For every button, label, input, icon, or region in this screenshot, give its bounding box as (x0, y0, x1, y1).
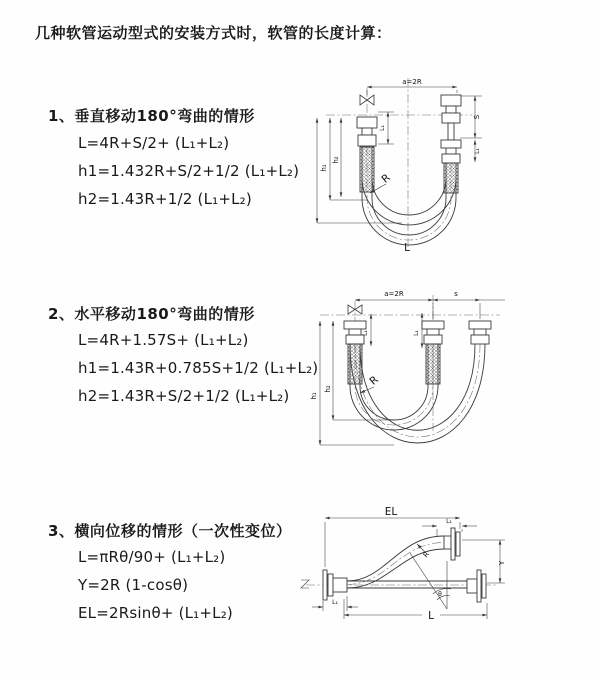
hose (347, 536, 444, 588)
page-title: 几种软管运动型式的安装方式时，软管的长度计算： (35, 24, 392, 42)
section-3-formula-L: L=πRθ/90+ (L₁+L₂) (78, 548, 226, 566)
section-1-heading: 1、垂直移动180°弯曲的情形 (48, 107, 255, 125)
dim-label-l1-bottom: L₁ (332, 599, 338, 606)
left-flange (323, 570, 347, 600)
centerline-symbol (301, 580, 309, 588)
dim-label-l1-left: L₁ (362, 330, 369, 336)
angle-label: θ (438, 591, 442, 598)
dim-label-l1-left: L₁ (379, 125, 386, 131)
section-2-formula-h2: h2=1.43R+S/2+1/2 (L₁+L₂) (78, 387, 290, 405)
length-label: L (428, 610, 434, 622)
section-3-heading: 3、横向位移的情形（一次性变位） (48, 522, 292, 540)
dim-label-l1-top: L₁ (446, 518, 452, 525)
braided-section (426, 344, 440, 384)
upper-right-flange (444, 528, 460, 560)
diagram-horizontal-180-bend (310, 281, 592, 453)
pipe-original-position (347, 581, 467, 588)
section-2-formula-h1: h1=1.43R+0.785S+1/2 (L₁+L₂) (78, 359, 319, 377)
hose-moved-position (362, 178, 456, 225)
dim-label-a2r: a=2R (402, 78, 422, 86)
section-1-formula-L: L=4R+S/2+ (L₁+L₂) (78, 134, 230, 152)
dim-label-el: EL (384, 506, 398, 518)
dim-label-l1-right: L₁ (474, 148, 481, 154)
section-1-formula-h2: h2=1.43R+1/2 (L₁+L₂) (78, 190, 252, 208)
left-fitting (357, 117, 377, 192)
radius-label: R (379, 171, 393, 186)
dimension-lines (312, 518, 505, 619)
dim-label-h1: h₁ (310, 392, 318, 400)
hose (350, 344, 438, 430)
diagram-lateral-displacement (298, 503, 595, 655)
dim-label-l1-middle: L₁ (413, 330, 420, 336)
right-fitting (469, 321, 491, 344)
braided-section (348, 344, 362, 384)
diagram-vertical-180-bend (310, 60, 592, 258)
dim-label-h2: h₂ (332, 156, 340, 164)
radius-label: R (367, 373, 381, 388)
braided-section (360, 147, 374, 192)
length-label: L (404, 242, 410, 254)
section-3-formula-Y: Y=2R (1-cosθ) (78, 576, 189, 594)
section-2-formula-L: L=4R+1.57S+ (L₁+L₂) (78, 331, 249, 349)
section-3-formula-EL: EL=2Rsinθ+ (L₁+L₂) (78, 604, 233, 622)
dim-label-a2r: a=2R (384, 290, 404, 298)
right-fitting (441, 95, 461, 193)
dim-label-h1: h₁ (320, 164, 328, 172)
section-2-heading: 2、水平移动180°弯曲的情形 (48, 305, 255, 323)
radius-label: R (421, 550, 432, 560)
dim-label-s: s (454, 290, 458, 298)
angle-construction (410, 544, 451, 609)
lower-right-flange (467, 570, 486, 602)
dim-label-h2: h₂ (324, 385, 332, 393)
braided-section (444, 163, 458, 193)
section-1-formula-h1: h1=1.432R+S/2+1/2 (L₁+L₂) (78, 162, 300, 180)
dim-label-y: Y (498, 560, 506, 566)
middle-fitting (422, 321, 444, 384)
hose-moved-position (350, 344, 485, 443)
dim-label-s: S (473, 114, 481, 120)
centerlines (320, 295, 500, 431)
